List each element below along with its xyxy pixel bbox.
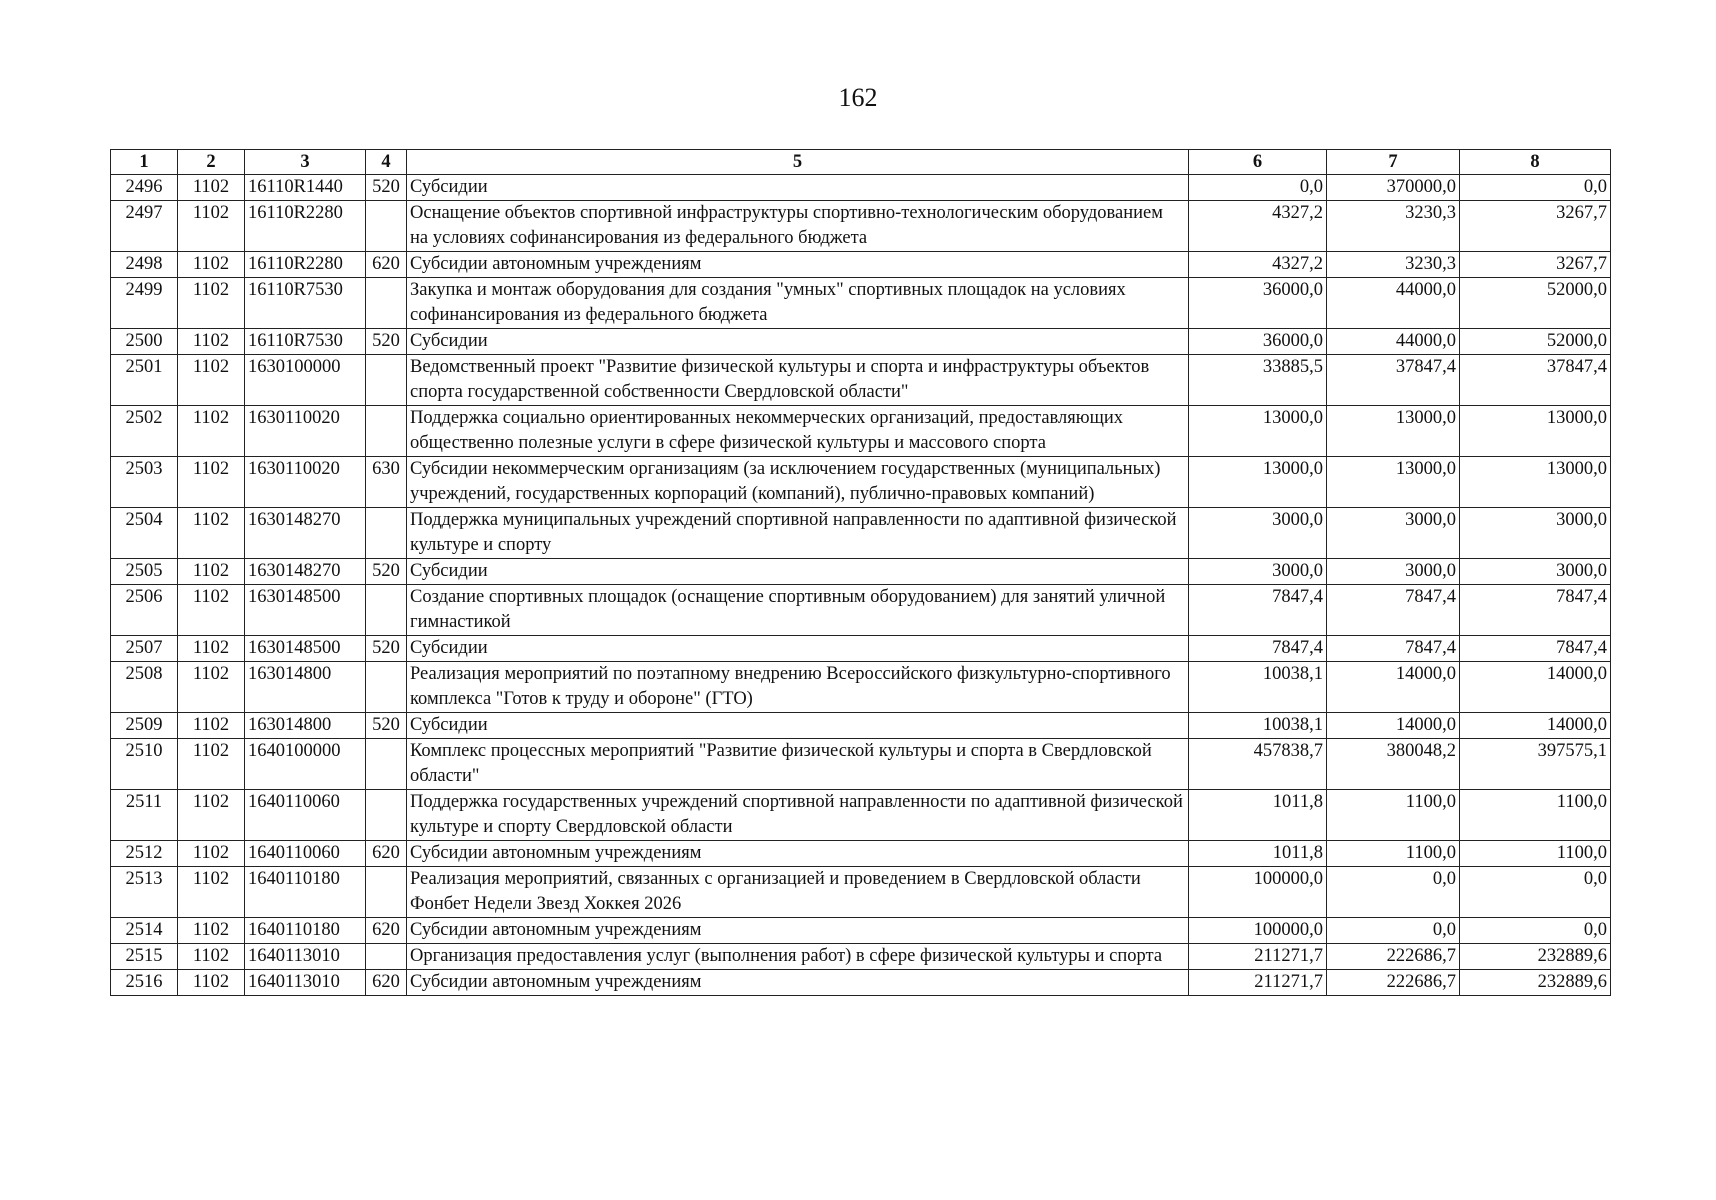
value-col7-cell: 3230,3 [1327,201,1460,252]
table-header-row [111,150,1611,175]
item-name-cell: Реализация мероприятий по поэтапному внедрению Всероссийского физкультурно-спортивного комплекса "Готов к труду и обороне" (ГТО) [407,662,1189,713]
item-name-cell: Субсидии [407,636,1189,662]
value-col6-cell: 211271,7 [1189,944,1327,970]
item-name-cell: Ведомственный проект "Развитие физической культуры и спорта и инфраструктуры объектов спорта государственной собственности Свердловской области" [407,355,1189,406]
target-code-cell: 163014800 [245,713,366,739]
value-col7-cell: 44000,0 [1327,278,1460,329]
value-col8-cell: 0,0 [1460,867,1611,918]
table-row [111,175,1611,201]
expense-type-cell [366,355,407,406]
value-col6-cell: 1011,8 [1189,841,1327,867]
value-col6-cell: 13000,0 [1189,406,1327,457]
row-number-cell: 2510 [111,739,178,790]
row-number-cell: 2502 [111,406,178,457]
value-col8-cell: 52000,0 [1460,278,1611,329]
value-col6-cell: 13000,0 [1189,457,1327,508]
value-col7-cell: 370000,0 [1327,175,1460,201]
table-row [111,790,1611,841]
value-col8-cell: 14000,0 [1460,662,1611,713]
table-row [111,585,1611,636]
expense-type-cell: 620 [366,970,407,996]
item-name-cell: Субсидии некоммерческим организациям (за исключением государственных (муниципальных) учреждений, государственных корпораций (компаний), публично-правовых компаний) [407,457,1189,508]
value-col6-cell: 211271,7 [1189,970,1327,996]
row-number-cell: 2514 [111,918,178,944]
column-header: 7 [1327,150,1460,175]
target-code-cell: 1640110180 [245,867,366,918]
value-col7-cell: 3230,3 [1327,252,1460,278]
column-header: 5 [407,150,1189,175]
table-row [111,201,1611,252]
value-col6-cell: 0,0 [1189,175,1327,201]
value-col6-cell: 36000,0 [1189,278,1327,329]
item-name-cell: Субсидии [407,559,1189,585]
value-col6-cell: 100000,0 [1189,867,1327,918]
section-code-cell: 1102 [178,508,245,559]
target-code-cell: 1630148500 [245,636,366,662]
expense-type-cell [366,944,407,970]
value-col6-cell: 4327,2 [1189,201,1327,252]
row-number-cell: 2516 [111,970,178,996]
table-row [111,662,1611,713]
row-number-cell: 2500 [111,329,178,355]
table-row [111,841,1611,867]
target-code-cell: 1640100000 [245,739,366,790]
value-col7-cell: 14000,0 [1327,662,1460,713]
expense-type-cell [366,790,407,841]
value-col7-cell: 7847,4 [1327,585,1460,636]
item-name-cell: Поддержка социально ориентированных некоммерческих организаций, предоставляющих общественно полезные услуги в сфере физической культуры и массового спорта [407,406,1189,457]
value-col6-cell: 33885,5 [1189,355,1327,406]
section-code-cell: 1102 [178,252,245,278]
row-number-cell: 2508 [111,662,178,713]
table-row [111,329,1611,355]
row-number-cell: 2512 [111,841,178,867]
column-header: 3 [245,150,366,175]
section-code-cell: 1102 [178,585,245,636]
value-col8-cell: 397575,1 [1460,739,1611,790]
table-row [111,355,1611,406]
expense-type-cell [366,867,407,918]
item-name-cell: Субсидии автономным учреждениям [407,970,1189,996]
item-name-cell: Субсидии [407,329,1189,355]
item-name-cell: Субсидии [407,713,1189,739]
expense-type-cell: 620 [366,841,407,867]
item-name-cell: Субсидии [407,175,1189,201]
value-col7-cell: 44000,0 [1327,329,1460,355]
section-code-cell: 1102 [178,790,245,841]
table-row [111,559,1611,585]
expense-type-cell [366,406,407,457]
row-number-cell: 2504 [111,508,178,559]
expense-type-cell [366,739,407,790]
section-code-cell: 1102 [178,918,245,944]
row-number-cell: 2505 [111,559,178,585]
expense-type-cell [366,278,407,329]
value-col8-cell: 13000,0 [1460,406,1611,457]
value-col6-cell: 7847,4 [1189,636,1327,662]
page-number: 162 [838,83,878,112]
expense-type-cell: 520 [366,636,407,662]
table-row [111,636,1611,662]
section-code-cell: 1102 [178,739,245,790]
target-code-cell: 1640110180 [245,918,366,944]
table-row [111,970,1611,996]
value-col7-cell: 14000,0 [1327,713,1460,739]
item-name-cell: Оснащение объектов спортивной инфраструктуры спортивно-технологическим оборудованием на условиях софинансирования из федерального бюджета [407,201,1189,252]
table-row [111,457,1611,508]
target-code-cell: 16110R2280 [245,201,366,252]
value-col8-cell: 3267,7 [1460,252,1611,278]
value-col8-cell: 3000,0 [1460,508,1611,559]
value-col6-cell: 10038,1 [1189,662,1327,713]
row-number-cell: 2498 [111,252,178,278]
section-code-cell: 1102 [178,636,245,662]
table-row [111,278,1611,329]
section-code-cell: 1102 [178,406,245,457]
value-col8-cell: 7847,4 [1460,636,1611,662]
value-col7-cell: 13000,0 [1327,406,1460,457]
value-col7-cell: 3000,0 [1327,559,1460,585]
value-col8-cell: 0,0 [1460,918,1611,944]
value-col7-cell: 7847,4 [1327,636,1460,662]
value-col7-cell: 0,0 [1327,867,1460,918]
value-col7-cell: 222686,7 [1327,944,1460,970]
section-code-cell: 1102 [178,970,245,996]
target-code-cell: 1640110060 [245,841,366,867]
expense-type-cell: 520 [366,559,407,585]
column-header: 2 [178,150,245,175]
target-code-cell: 1640110060 [245,790,366,841]
value-col7-cell: 1100,0 [1327,790,1460,841]
item-name-cell: Субсидии автономным учреждениям [407,918,1189,944]
target-code-cell: 1630148270 [245,508,366,559]
value-col6-cell: 7847,4 [1189,585,1327,636]
section-code-cell: 1102 [178,662,245,713]
table-row [111,713,1611,739]
row-number-cell: 2499 [111,278,178,329]
section-code-cell: 1102 [178,867,245,918]
section-code-cell: 1102 [178,457,245,508]
column-header: 8 [1460,150,1611,175]
section-code-cell: 1102 [178,944,245,970]
column-header: 6 [1189,150,1327,175]
row-number-cell: 2511 [111,790,178,841]
expense-type-cell: 620 [366,252,407,278]
section-code-cell: 1102 [178,355,245,406]
value-col6-cell: 10038,1 [1189,713,1327,739]
value-col8-cell: 14000,0 [1460,713,1611,739]
target-code-cell: 16110R1440 [245,175,366,201]
section-code-cell: 1102 [178,278,245,329]
section-code-cell: 1102 [178,559,245,585]
row-number-cell: 2503 [111,457,178,508]
value-col6-cell: 4327,2 [1189,252,1327,278]
item-name-cell: Закупка и монтаж оборудования для создания "умных" спортивных площадок на условиях софинансирования из федерального бюджета [407,278,1189,329]
item-name-cell: Комплекс процессных мероприятий "Развитие физической культуры и спорта в Свердловской области" [407,739,1189,790]
expense-type-cell [366,508,407,559]
table-row [111,944,1611,970]
target-code-cell: 1640113010 [245,944,366,970]
target-code-cell: 16110R2280 [245,252,366,278]
table-row [111,918,1611,944]
value-col6-cell: 100000,0 [1189,918,1327,944]
expense-type-cell [366,662,407,713]
table-row [111,867,1611,918]
table-row [111,252,1611,278]
value-col8-cell: 3000,0 [1460,559,1611,585]
row-number-cell: 2513 [111,867,178,918]
expense-type-cell: 630 [366,457,407,508]
table-body [111,175,1611,996]
value-col8-cell: 232889,6 [1460,970,1611,996]
value-col7-cell: 37847,4 [1327,355,1460,406]
target-code-cell: 1630110020 [245,406,366,457]
item-name-cell: Реализация мероприятий, связанных с организацией и проведением в Свердловской области Фонбет Недели Звезд Хоккея 2026 [407,867,1189,918]
value-col6-cell: 36000,0 [1189,329,1327,355]
target-code-cell: 1630110020 [245,457,366,508]
expense-type-cell: 620 [366,918,407,944]
row-number-cell: 2507 [111,636,178,662]
item-name-cell: Поддержка муниципальных учреждений спортивной направленности по адаптивной физической культуре и спорту [407,508,1189,559]
target-code-cell: 16110R7530 [245,329,366,355]
target-code-cell: 1630100000 [245,355,366,406]
expense-type-cell: 520 [366,329,407,355]
expense-type-cell: 520 [366,713,407,739]
value-col6-cell: 3000,0 [1189,508,1327,559]
row-number-cell: 2501 [111,355,178,406]
column-header: 1 [111,150,178,175]
value-col7-cell: 380048,2 [1327,739,1460,790]
value-col7-cell: 1100,0 [1327,841,1460,867]
section-code-cell: 1102 [178,713,245,739]
table-row [111,739,1611,790]
row-number-cell: 2506 [111,585,178,636]
item-name-cell: Организация предоставления услуг (выполнения работ) в сфере физической культуры и спорта [407,944,1189,970]
section-code-cell: 1102 [178,329,245,355]
value-col8-cell: 13000,0 [1460,457,1611,508]
item-name-cell: Субсидии автономным учреждениям [407,841,1189,867]
row-number-cell: 2497 [111,201,178,252]
value-col7-cell: 3000,0 [1327,508,1460,559]
section-code-cell: 1102 [178,201,245,252]
table-row [111,508,1611,559]
value-col6-cell: 1011,8 [1189,790,1327,841]
item-name-cell: Поддержка государственных учреждений спортивной направленности по адаптивной физической культуре и спорту Свердловской области [407,790,1189,841]
value-col8-cell: 37847,4 [1460,355,1611,406]
item-name-cell: Субсидии автономным учреждениям [407,252,1189,278]
value-col8-cell: 232889,6 [1460,944,1611,970]
table-row [111,406,1611,457]
row-number-cell: 2509 [111,713,178,739]
section-code-cell: 1102 [178,841,245,867]
target-code-cell: 163014800 [245,662,366,713]
row-number-cell: 2515 [111,944,178,970]
row-number-cell: 2496 [111,175,178,201]
value-col8-cell: 1100,0 [1460,790,1611,841]
value-col6-cell: 3000,0 [1189,559,1327,585]
value-col8-cell: 0,0 [1460,175,1611,201]
value-col7-cell: 0,0 [1327,918,1460,944]
value-col6-cell: 457838,7 [1189,739,1327,790]
target-code-cell: 1630148500 [245,585,366,636]
value-col8-cell: 1100,0 [1460,841,1611,867]
target-code-cell: 1640113010 [245,970,366,996]
item-name-cell: Создание спортивных площадок (оснащение спортивным оборудованием) для занятий уличной гимнастикой [407,585,1189,636]
target-code-cell: 16110R7530 [245,278,366,329]
target-code-cell: 1630148270 [245,559,366,585]
value-col8-cell: 3267,7 [1460,201,1611,252]
value-col8-cell: 52000,0 [1460,329,1611,355]
expense-type-cell [366,201,407,252]
value-col7-cell: 222686,7 [1327,970,1460,996]
expense-type-cell: 520 [366,175,407,201]
expense-type-cell [366,585,407,636]
section-code-cell: 1102 [178,175,245,201]
value-col8-cell: 7847,4 [1460,585,1611,636]
column-header: 4 [366,150,407,175]
budget-table [110,149,1611,996]
value-col7-cell: 13000,0 [1327,457,1460,508]
